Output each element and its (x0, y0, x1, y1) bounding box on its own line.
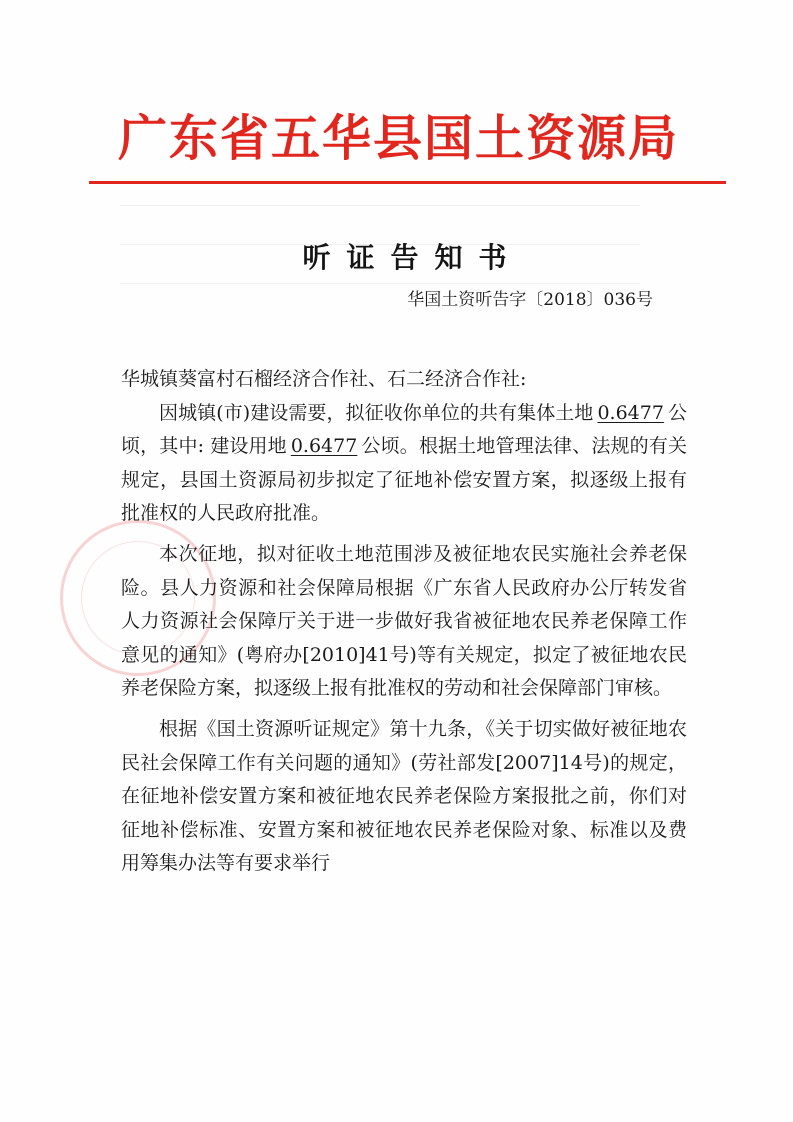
area-total-value: 0.6477 (597, 401, 664, 424)
recipient-line: 华城镇葵富村石榴经济合作社、石二经济合作社: (121, 368, 527, 390)
paragraph-hearing-basis: 根据《国土资源听证规定》第十九条，《关于切实做好被征地农民社会保障工作有关问题的通知》(劳社部发[2007]14号)的规定，在征地补偿安置方案和被征地农民养老保险方案报批之前，你们对征地补偿标准、安置方案和被征地农民养老保险对象、标准以及费用筹集办法等有要求举行 (121, 717, 687, 875)
document-title: 听证告知书 (302, 241, 523, 274)
letterhead-red-rule (89, 181, 726, 184)
paragraph-1-text-c: 公顷。根据土地管理法律、法规的有关规定，县国土资源局初步拟定了征地补偿安置方案，拟逐级上报有批准权的人民政府批准。 (121, 435, 687, 525)
letterhead-org-name: 广东省五华县国土资源局 (118, 109, 680, 167)
paragraph-1-text-b: 公顷，其中: 建设用地 (121, 401, 687, 458)
area-construction-value: 0.6477 (290, 435, 358, 458)
document-number: 华国土资听告字〔2018〕036号 (407, 290, 653, 310)
paragraph-pension-insurance: 本次征地，拟对征收土地范围涉及被征地农民实施社会养老保险。县人力资源和社会保障局根据《广东省人民政府办公厅转发省人力资源社会保障厅关于进一步做好我省被征地农民养老保障工作意见的通知》(粤府办[2010]41号)等有关规定，拟定了被征地农民养老保险方案，拟逐级上报有批准权的劳动和社会保障部门审核。 (121, 542, 687, 700)
paragraph-land-acquisition (121, 397, 687, 531)
document-body (121, 363, 687, 881)
paragraph-1-text-a: 因城镇(市)建设需要，拟征收你单位的共有集体土地 (159, 401, 594, 424)
